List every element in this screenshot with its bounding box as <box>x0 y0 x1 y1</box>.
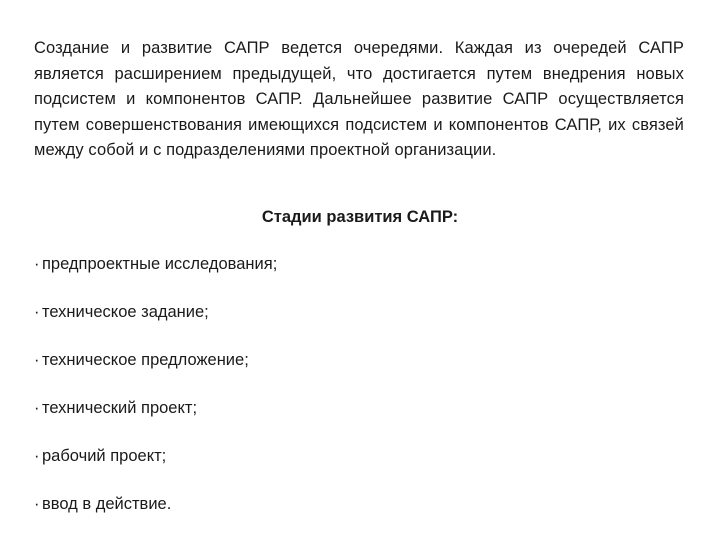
list-item <box>34 252 277 300</box>
bullet-icon: · <box>34 447 40 465</box>
bullet-icon: · <box>34 303 40 321</box>
bullet-icon: · <box>34 255 40 273</box>
list-item-text: техническое предложение; <box>42 351 249 369</box>
bullet-icon: · <box>34 351 40 369</box>
bullet-icon: · <box>34 495 40 513</box>
list-item-text: техническое задание; <box>42 303 209 321</box>
stages-list <box>34 252 277 540</box>
list-item <box>34 444 277 492</box>
intro-paragraph: Создание и развитие САПР ведется очередями. Каждая из очередей САПР является расширением предыдущей, что достигается путем внедрения новых подсистем и компонентов САПР. Дальнейшее развитие САПР осуществляется путем совершенствования имеющихся подсистем и компонентов САПР, их связей между собой и с подразделениями проектной организации. <box>34 39 684 159</box>
list-item-text: предпроектные исследования; <box>42 255 278 273</box>
list-item-text: технический проект; <box>42 399 198 417</box>
list-item <box>34 492 277 540</box>
list-item-text: рабочий проект; <box>42 447 167 465</box>
list-item-text: ввод в действие. <box>42 495 172 513</box>
bullet-icon: · <box>34 399 40 417</box>
list-item <box>34 300 277 348</box>
list-item <box>34 348 277 396</box>
stages-heading: Стадии развития САПР: <box>261 208 459 226</box>
list-item <box>34 396 277 444</box>
